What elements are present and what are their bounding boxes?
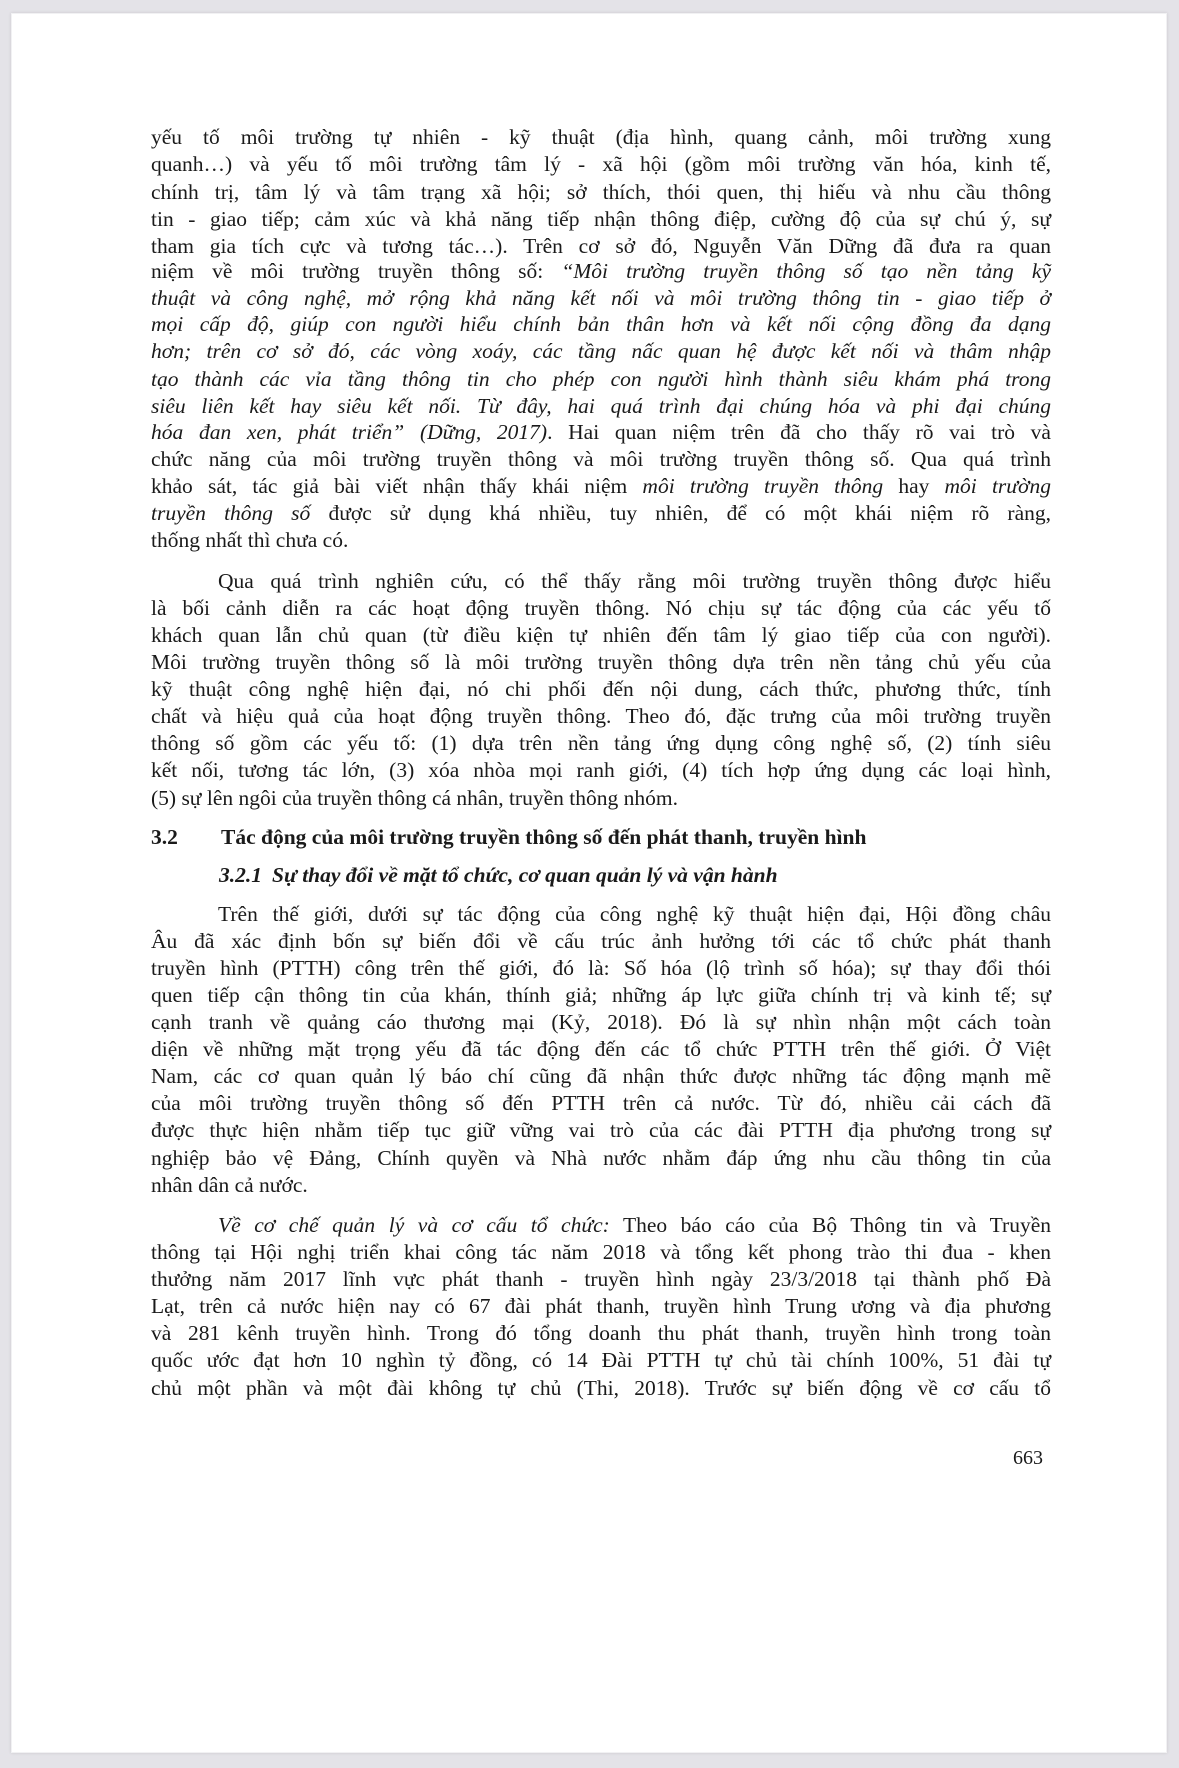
- emphasis-text: môi trường: [944, 474, 1051, 498]
- text-line: nhân dân cả nước.: [151, 1173, 308, 1197]
- text-line: [151, 419, 1051, 446]
- emphasis-text: truyền thông số: [151, 501, 311, 525]
- text-line: kỹ thuật công nghệ hiện đại, nó chi phối đến nội dung, cách thức, phương thức, tính: [151, 677, 1051, 701]
- text-span: . Hai quan niệm trên đã cho thấy rõ vai trò và: [547, 420, 1051, 444]
- quote-text: thuật và công nghệ, mở rộng khả năng kết nối và môi trường thông tin - giao tiếp ở: [151, 286, 1051, 310]
- text-line: thưởng năm 2017 lĩnh vực phát thanh - truyền hình ngày 23/3/2018 tại thành phố Đà: [151, 1267, 1051, 1291]
- quote-line: [151, 366, 1051, 393]
- quote-line: [151, 393, 1051, 420]
- section-title: Tác động của môi trường truyền thông số đến phát thanh, truyền hình: [221, 825, 867, 849]
- quote-line: [151, 338, 1051, 365]
- quote-line: [151, 311, 1051, 338]
- emphasis-text: môi trường truyền thông: [642, 474, 884, 498]
- quote-text: hóa đan xen, phát triển” (Dững, 2017): [151, 420, 548, 444]
- text-line: [151, 500, 1051, 527]
- text-span: Theo báo cáo của Bộ Thông tin và Truyền: [609, 1213, 1051, 1237]
- text-line: Nam, các cơ quan quản lý báo chí cũng đã nhận thức được những tác động mạnh mẽ: [151, 1064, 1051, 1088]
- text-line: kết nối, tương tác lớn, (3) xóa nhòa mọi ranh giới, (4) tích hợp ứng dụng các loại hình,: [151, 758, 1051, 782]
- text-line: nghiệp bảo vệ Đảng, Chính quyền và Nhà nước nhằm đáp ứng nhu cầu thông tin của: [151, 1146, 1051, 1170]
- text-line: và 281 kênh truyền hình. Trong đó tổng doanh thu phát thanh, truyền hình trong toàn: [151, 1321, 1051, 1345]
- quote-text: hơn; trên cơ sở đó, các vòng xoáy, các tầng nấc quan hệ được kết nối và thâm nhập: [151, 339, 1051, 363]
- text-line: tham gia tích cực và tương tác…). Trên cơ sở đó, Nguyễn Văn Dững đã đưa ra quan: [151, 234, 1051, 258]
- text-line: chất và hiệu quả của hoạt động truyền thông. Theo đó, đặc trưng của môi trường truyền: [151, 704, 1051, 728]
- text-line: quốc ước đạt hơn 10 nghìn tỷ đồng, có 14 Đài PTTH tự chủ tài chính 100%, 51 đài tự: [151, 1348, 1051, 1372]
- document-page: [11, 13, 1167, 1753]
- text-line: tin - giao tiếp; cảm xúc và khả năng tiếp nhận thông điệp, cường độ của sự chú ý, sự: [151, 207, 1051, 231]
- text-line: chủ một phần và một đài không tự chủ (Thi, 2018). Trước sự biến động về cơ cấu tổ: [151, 1376, 1051, 1400]
- text-line: thống nhất thì chưa có.: [151, 528, 349, 552]
- subsection-number: 3.2.1: [219, 863, 262, 887]
- text-line: của môi trường truyền thông số đến PTTH trên cả nước. Từ đó, nhiều cải cách đã: [151, 1091, 1051, 1115]
- text-line: [151, 473, 1051, 500]
- quote-line: [151, 285, 1051, 312]
- text-line: Âu đã xác định bốn sự biến đổi về cấu trúc ảnh hưởng tới các tổ chức phát thanh: [151, 929, 1051, 953]
- text-line: Qua quá trình nghiên cứu, có thể thấy rằng môi trường truyền thông được hiểu: [218, 569, 1051, 593]
- text-line: yếu tố môi trường tự nhiên - kỹ thuật (địa hình, quang cảnh, môi trường xung: [151, 125, 1051, 149]
- emphasis-text: Về cơ chế quản lý và cơ cấu tổ chức:: [218, 1213, 610, 1237]
- text-line: Lạt, trên cả nước hiện nay có 67 đài phát thanh, truyền hình Trung ương và địa phương: [151, 1294, 1051, 1318]
- text-line: thông số gồm các yếu tố: (1) dựa trên nền tảng ứng dụng công nghệ số, (2) tính siêu: [151, 731, 1051, 755]
- text-line: (5) sự lên ngôi của truyền thông cá nhân, truyền thông nhóm.: [151, 786, 678, 810]
- text-line: quen tiếp cận thông tin của khán, thính giả; những áp lực giữa chính trị và kinh tế; sự: [151, 983, 1051, 1007]
- text-line: được thực hiện nhằm tiếp tục giữ vững vai trò của các đài PTTH địa phương trong sự: [151, 1118, 1051, 1142]
- text-line: thông tại Hội nghị triển khai công tác năm 2018 và tổng kết phong trào thi đua - khen: [151, 1240, 1051, 1264]
- text-line: [218, 1212, 1051, 1239]
- text-span: được sử dụng khá nhiều, tuy nhiên, để có một khái niệm rõ ràng,: [310, 501, 1051, 525]
- text-line: cạnh tranh về quảng cáo thương mại (Kỷ, 2018). Đó là sự nhìn nhận một cách toàn: [151, 1010, 1051, 1034]
- text-line: khách quan lẫn chủ quan (từ điều kiện tự nhiên đến tâm lý giao tiếp của con người).: [151, 623, 1051, 647]
- subsection-heading: [219, 863, 778, 888]
- text-span: khảo sát, tác giả bài viết nhận thấy khái niệm: [151, 474, 643, 498]
- text-line: chức năng của môi trường truyền thông và môi trường truyền thông số. Qua quá trình: [151, 447, 1051, 471]
- text-line: [151, 258, 1051, 285]
- text-line: chính trị, tâm lý và tâm trạng xã hội; sở thích, thói quen, thị hiếu và nhu cầu thông: [151, 180, 1051, 204]
- section-number: 3.2: [151, 825, 178, 849]
- quote-text: siêu liên kết hay siêu kết nối. Từ đây, hai quá trình đại chúng hóa và phi đại chúng: [151, 394, 1051, 418]
- quote-text: mọi cấp độ, giúp con người hiểu chính bản thân hơn và kết nối cộng đồng đa dạng: [151, 312, 1051, 336]
- text-line: quanh…) và yếu tố môi trường tâm lý - xã hội (gồm môi trường văn hóa, kinh tế,: [151, 152, 1051, 176]
- text-line: Trên thế giới, dưới sự tác động của công nghệ kỹ thuật hiện đại, Hội đồng châu: [218, 902, 1051, 926]
- text-span: niệm về môi trường truyền thông số:: [151, 259, 562, 283]
- subsection-title: Sự thay đổi về mặt tổ chức, cơ quan quản lý và vận hành: [272, 863, 778, 887]
- text-span: hay: [883, 474, 945, 498]
- quote-text: “Môi trường truyền thông số tạo nền tảng kỹ: [561, 259, 1051, 283]
- text-line: truyền hình (PTTH) công trên thế giới, đó là: Số hóa (lộ trình số hóa); sự thay đổi thói: [151, 956, 1051, 980]
- quote-text: tạo thành các vỉa tầng thông tin cho phép con người hình thành siêu khám phá trong: [151, 367, 1051, 391]
- text-line: Môi trường truyền thông số là môi trường truyền thông dựa trên nền tảng chủ yếu của: [151, 650, 1051, 674]
- text-line: là bối cảnh diễn ra các hoạt động truyền thông. Nó chịu sự tác động của các yếu tố: [151, 596, 1051, 620]
- page-number: 663: [1013, 1447, 1043, 1469]
- text-line: diện về những mặt trọng yếu đã tác động đến các tổ chức PTTH trên thế giới. Ở Việt: [151, 1037, 1051, 1061]
